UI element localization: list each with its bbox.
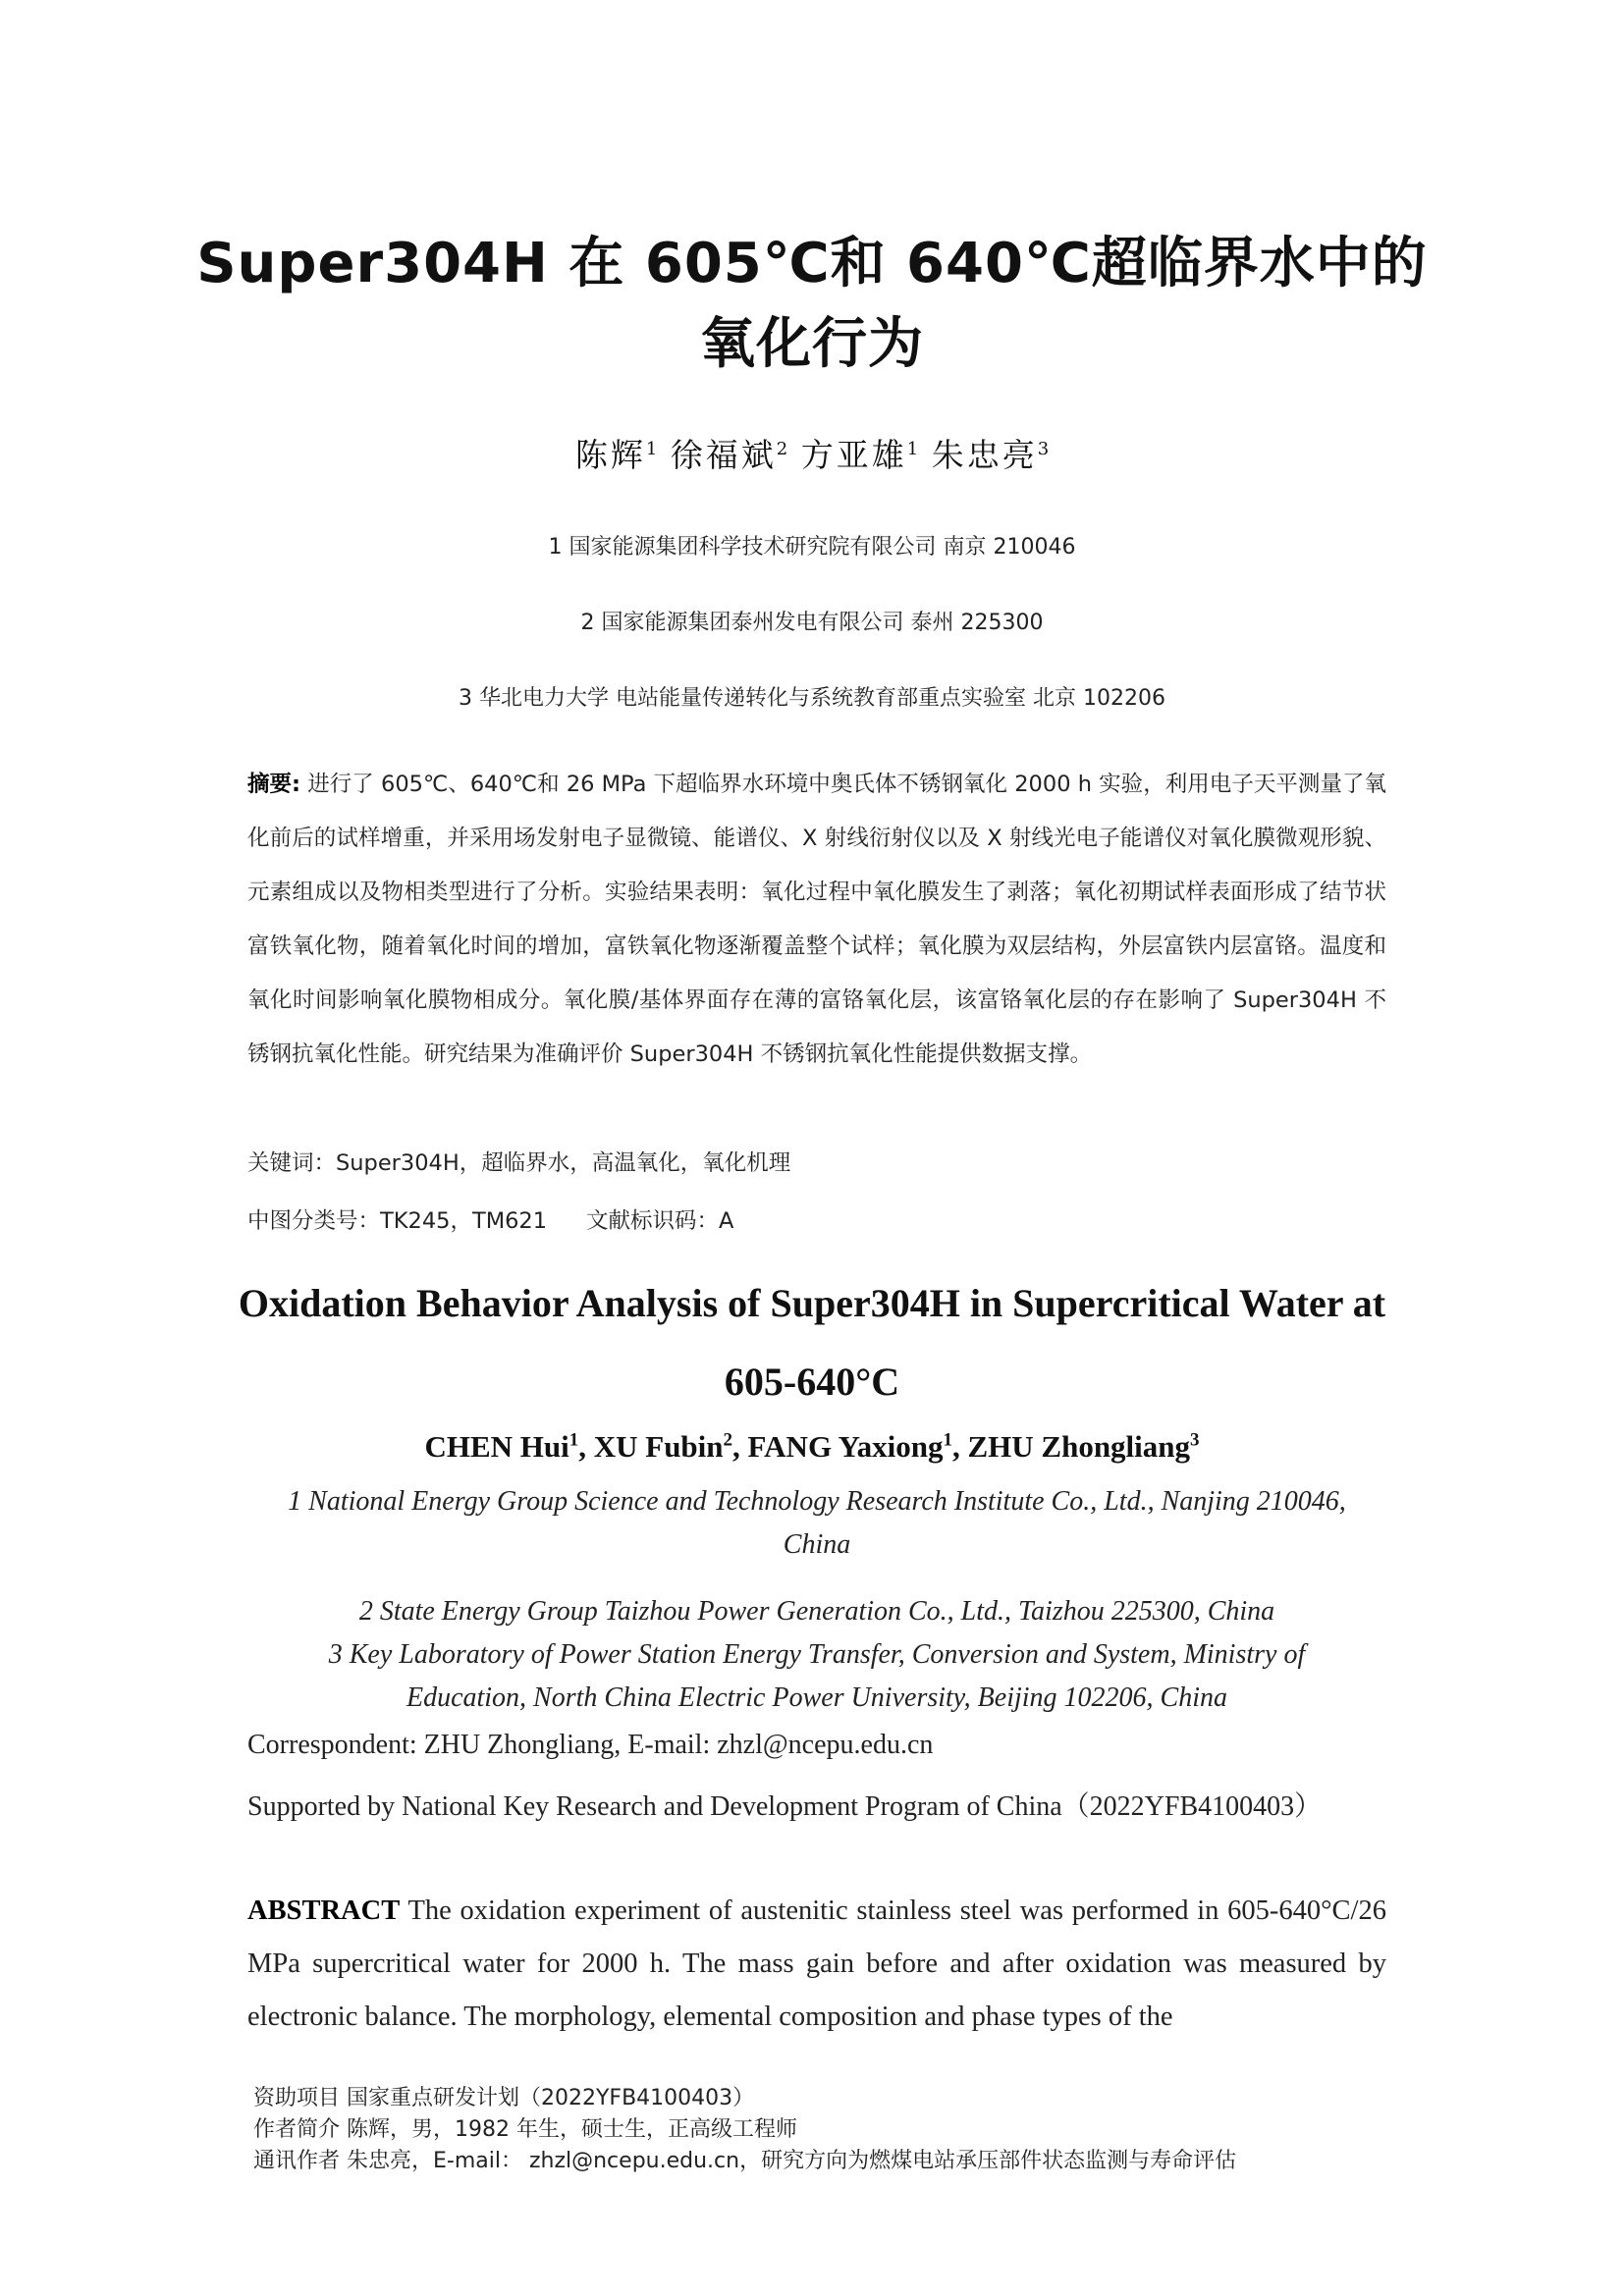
chinese-abstract	[247, 758, 1386, 1082]
author-affiliation-mark: 1	[568, 1429, 579, 1451]
author-name: ZHU Zhongliang	[967, 1429, 1191, 1464]
english-affiliation-3-line-1: 3 Key Laboratory of Power Station Energy Transfer, Conversion and System, Ministry of	[328, 1639, 1306, 1670]
author-affiliation-mark: 2	[776, 439, 788, 459]
author-affiliation-mark: 3	[1037, 439, 1050, 459]
english-affiliation-1-line-1: 1 National Energy Group Science and Technology Research Institute Co., Ltd., Nanjing 210046,	[288, 1486, 1346, 1517]
chinese-title-line-2: 氧化行为	[700, 312, 924, 376]
author-affiliation-mark: 1	[943, 1429, 952, 1451]
english-abstract-label: ABSTRACT	[247, 1896, 401, 1926]
english-abstract-text: The oxidation experiment of austenitic stainless steel was performed in 605-640°C/26 MPa supercritical water for 2000 h. The mass gain before and after oxidation was measured by electronic balance. The morphology, elemental composition and phase types of the	[247, 1896, 1386, 2032]
english-affiliation-3	[247, 1633, 1386, 1720]
correspondent-line: Correspondent: ZHU Zhongliang, E-mail: zhzl@ncepu.edu.cn	[247, 1730, 934, 1760]
author-affiliation-mark: 1	[906, 439, 919, 459]
chinese-authors	[196, 430, 1428, 476]
author-separator: ,	[732, 1429, 748, 1464]
author-affiliation-mark: 3	[1190, 1429, 1200, 1451]
english-authors	[196, 1429, 1428, 1465]
chinese-keywords: 关键词：Super304H，超临界水，高温氧化，氧化机理	[247, 1150, 791, 1176]
english-title	[196, 1264, 1428, 1421]
english-abstract	[247, 1885, 1386, 2044]
author-affiliation-mark: 1	[645, 439, 658, 459]
author-name: 陈辉	[574, 436, 646, 474]
author-affiliation-mark: 2	[723, 1429, 733, 1451]
author-name: CHEN Hui	[424, 1429, 569, 1464]
page-footnotes	[253, 2083, 1382, 2177]
english-affiliation-1-line-2: China	[783, 1529, 851, 1560]
author-separator: ,	[578, 1429, 594, 1464]
author-name: XU Fubin	[593, 1429, 724, 1464]
funding-line: Supported by National Key Research and Development Program of China（2022YFB4100403）	[247, 1791, 1323, 1822]
clc-number: 中图分类号：TK245，TM621	[247, 1208, 548, 1234]
document-code: 文献标识码：A	[586, 1208, 734, 1234]
chinese-affiliation-3: 3 华北电力大学 电站能量传递转化与系统教育部重点实验室 北京 102206	[459, 686, 1165, 711]
author-name: 徐福斌	[670, 436, 777, 474]
english-affiliation-2: 2 State Energy Group Taizhou Power Generation Co., Ltd., Taizhou 225300, China	[358, 1596, 1275, 1627]
english-title-line-2: 605-640°C	[724, 1360, 900, 1404]
author-name: 朱忠亮	[931, 436, 1038, 474]
chinese-title	[196, 224, 1428, 385]
english-affiliation-1	[247, 1480, 1386, 1567]
author-name: 方亚雄	[800, 436, 907, 474]
chinese-classification	[247, 1203, 733, 1235]
author-name: FANG Yaxiong	[747, 1429, 944, 1464]
footnote-funding: 资助项目 国家重点研发计划（2022YFB4100403）	[253, 2086, 755, 2110]
chinese-abstract-text: 进行了 605℃、640℃和 26 MPa 下超临界水环境中奥氏体不锈钢氧化 2000 h 实验，利用电子天平测量了氧化前后的试样增重，并采用场发射电子显微镜、能谱仪、X 射线衍射仪以及 X 射线光电子能谱仪对氧化膜微观形貌、元素组成以及物相类型进行了分析。实验结果表明：氧化过程中氧化膜发生了剥落；氧化初期试样表面形成了结节状富铁氧化物，随着氧化时间的增加，富铁氧化物逐渐覆盖整个试样；氧化膜为双层结构，外层富铁内层富铬。温度和氧化时间影响氧化膜物相成分。氧化膜/基体界面存在薄的富铬氧化层，该富铬氧化层的存在影响了 Super304H 不锈钢抗氧化性能。研究结果为准确评价 Super304H 不锈钢抗氧化性能提供数据支撑。	[247, 772, 1386, 1067]
footnote-contact: 通讯作者 朱忠亮，E-mail： zhzl@ncepu.edu.cn，研究方向为燃煤电站承压部件状态监测与寿命评估	[253, 2149, 1237, 2173]
chinese-abstract-label: 摘要:	[247, 772, 301, 797]
footnote-author-bio: 作者简介 陈辉，男，1982 年生，硕士生，正高级工程师	[253, 2117, 797, 2142]
english-title-line-1: Oxidation Behavior Analysis of Super304H in Supercritical Water at	[238, 1281, 1386, 1325]
author-separator: ,	[951, 1429, 968, 1464]
chinese-title-line-1: Super304H 在 605℃和 640℃超临界水中的	[196, 232, 1428, 295]
chinese-affiliation-1: 1 国家能源集团科学技术研究院有限公司 南京 210046	[548, 535, 1076, 560]
chinese-affiliation-2: 2 国家能源集团泰州发电有限公司 泰州 225300	[580, 611, 1044, 635]
english-affiliation-3-line-2: Education, North China Electric Power University, Beijing 102206, China	[406, 1682, 1228, 1713]
